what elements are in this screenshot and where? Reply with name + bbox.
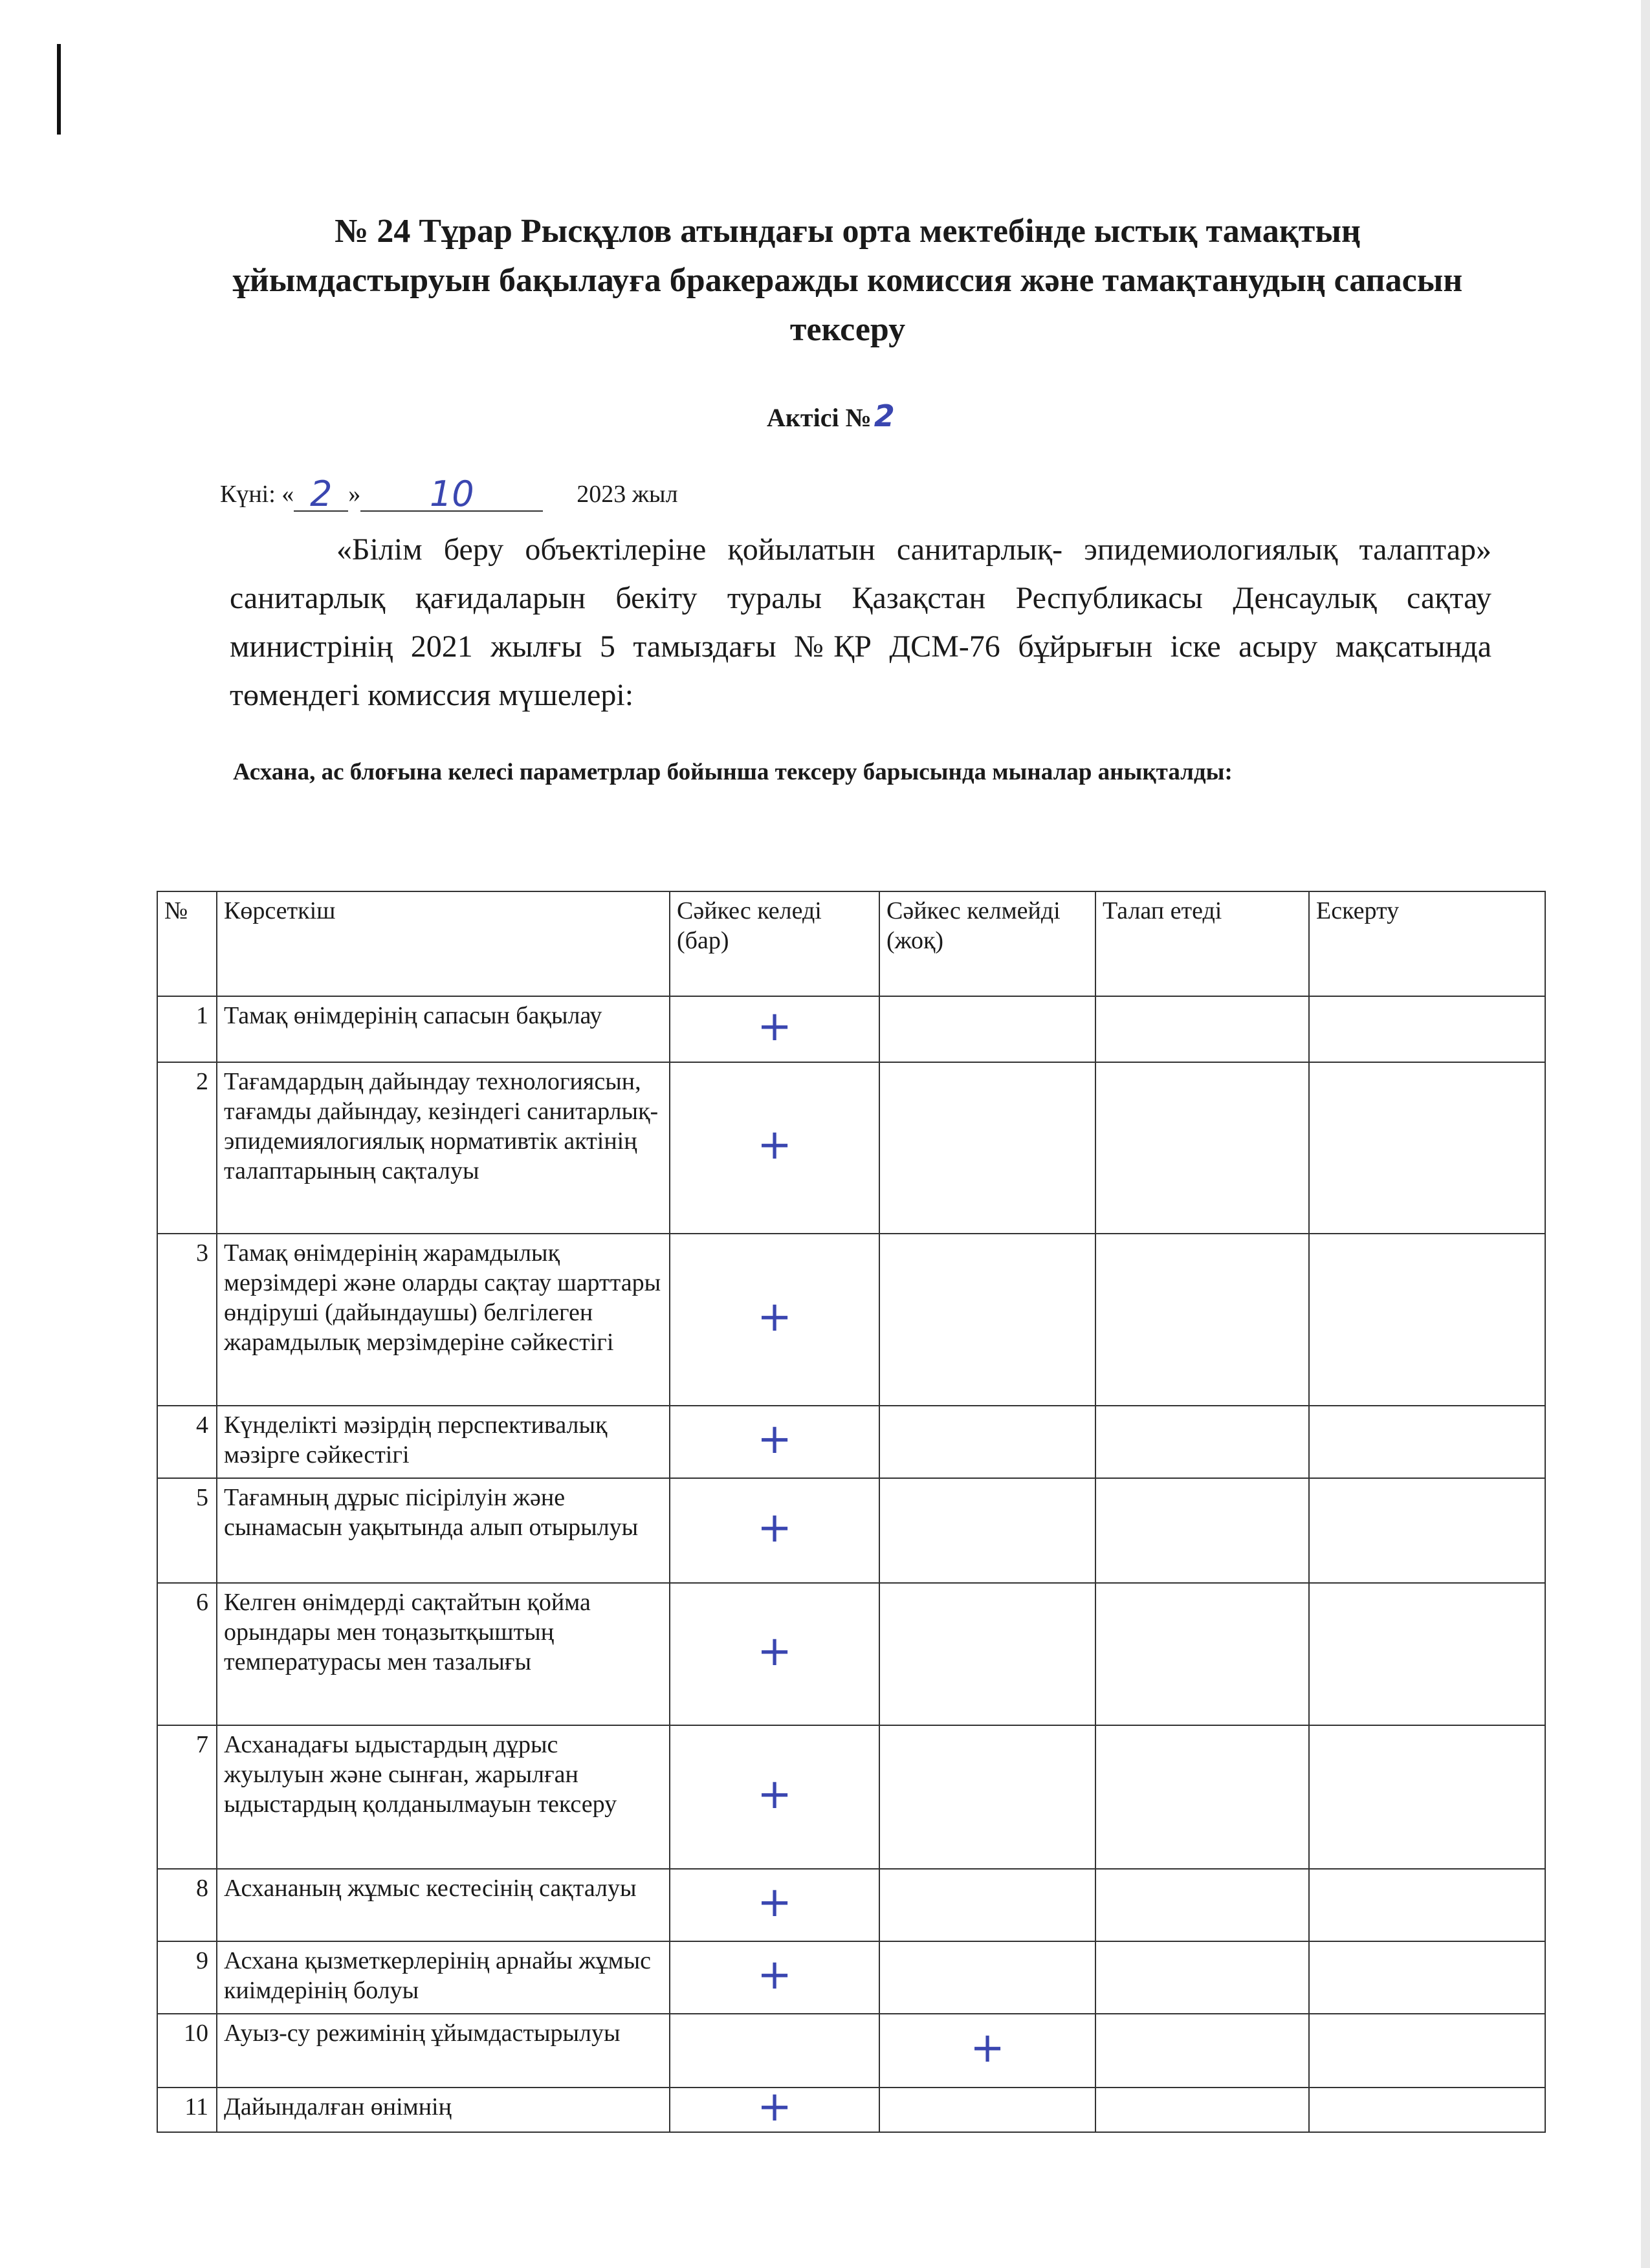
check-mark: +: [757, 1415, 792, 1463]
row-compliant: [670, 1941, 879, 2014]
check-mark: +: [757, 1770, 792, 1818]
row-indicator: Тамақ өнімдерінің жарамдылық мерзімдері және оларды сақтау шарттары өндіруші (дайындаушы) белгілеген жарамдылық мерзімдеріне сәйкестігі: [217, 1234, 670, 1406]
row-indicator: Ауыз-су режимінің ұйымдастырылуы: [217, 2014, 670, 2088]
row-required: [1095, 1725, 1309, 1869]
check-mark: +: [757, 1002, 792, 1051]
check-mark: +: [757, 1503, 792, 1552]
check-mark: +: [757, 1292, 792, 1341]
row-num: 7: [157, 1725, 217, 1869]
table-row: [157, 1941, 1545, 2014]
section-heading: Асхана, ас блоғына келесі параметрлар бойынша тексеру барысында мыналар анықталды:: [233, 759, 1233, 785]
row-required: [1095, 1941, 1309, 2014]
intro-paragraph: «Білім беру объектілеріне қойылатын санитарлық- эпидемиологиялық талаптар» санитарлық қағидаларын бекіту туралы Қазақстан Республикасы Денсаулық сақтау министрінің 2021 жылғы 5 тамыздағы №ҚР ДСМ-76 бұйрығын іске асыру мақсатында төмендегі комиссия мүшелері:: [230, 532, 1491, 712]
table-row: [157, 1869, 1545, 1941]
header-indicator: Көрсеткіш: [217, 891, 670, 996]
row-compliant: [670, 1478, 879, 1583]
row-indicator: Асханадағы ыдыстардың дұрыс жуылуын және сынған, жарылған ыдыстардың қолданылмауын тексеру: [217, 1725, 670, 1869]
row-num: 3: [157, 1234, 217, 1406]
date-day: 2: [310, 474, 333, 514]
row-num: 8: [157, 1869, 217, 1941]
row-indicator: Дайындалған өнімнің: [217, 2088, 670, 2132]
row-num: 2: [157, 1062, 217, 1234]
row-compliant: [670, 1062, 879, 1234]
row-noncompliant: [879, 2014, 1095, 2088]
row-compliant: [670, 1234, 879, 1406]
row-compliant: [670, 1406, 879, 1478]
row-indicator: Асхана қызметкерлерінің арнайы жұмыс киімдерінің болуы: [217, 1941, 670, 2014]
table-row: [157, 1583, 1545, 1725]
row-noncompliant: [879, 1234, 1095, 1406]
row-noncompliant: [879, 1869, 1095, 1941]
row-noncompliant: [879, 1941, 1095, 2014]
row-note: [1309, 1062, 1545, 1234]
act-number: 2: [874, 398, 895, 433]
row-noncompliant: [879, 1062, 1095, 1234]
check-mark: +: [757, 2083, 792, 2131]
table-row: [157, 1062, 1545, 1234]
date-separator: »: [348, 481, 361, 508]
row-noncompliant: [879, 2088, 1095, 2132]
table-row: [157, 1725, 1545, 1869]
row-compliant: [670, 1583, 879, 1725]
row-noncompliant: [879, 996, 1095, 1062]
check-mark: +: [757, 1878, 792, 1926]
row-indicator: Тамақ өнімдерінің сапасын бақылау: [217, 996, 670, 1062]
document-title: № 24 Тұрар Рысқұлов атындағы орта мектебінде ыстық тамақтың ұйымдастыруын бақылауға бракеражды комиссия және тамақтанудың сапасын тексеру: [232, 213, 1463, 348]
header-note: Ескерту: [1309, 891, 1545, 996]
row-required: [1095, 1869, 1309, 1941]
row-num: 5: [157, 1478, 217, 1583]
row-note: [1309, 1941, 1545, 2014]
row-num: 1: [157, 996, 217, 1062]
row-note: [1309, 1478, 1545, 1583]
row-num: 10: [157, 2014, 217, 2088]
row-required: [1095, 1478, 1309, 1583]
row-noncompliant: [879, 1406, 1095, 1478]
row-compliant: [670, 1869, 879, 1941]
row-required: [1095, 1234, 1309, 1406]
row-note: [1309, 1725, 1545, 1869]
header-compliant: Сәйкес келеді (бар): [670, 891, 879, 996]
row-indicator: Тағамның дұрыс пісірілуін және сынамасын уақытында алып отырылуы: [217, 1478, 670, 1583]
row-indicator: Келген өнімдерді сақтайтын қойма орындары мен тоңазытқыштың температурасы мен тазалығы: [217, 1583, 670, 1725]
date-year: 2023 жыл: [577, 481, 678, 508]
table-row: [157, 1478, 1545, 1583]
scan-page-edge: [1641, 0, 1650, 2268]
row-note: [1309, 1583, 1545, 1725]
table-header-row: [157, 891, 1545, 996]
table-row: [157, 2088, 1545, 2132]
header-num: №: [157, 891, 217, 996]
row-note: [1309, 1869, 1545, 1941]
check-mark: +: [757, 1121, 792, 1169]
row-noncompliant: [879, 1725, 1095, 1869]
table-row: [157, 996, 1545, 1062]
row-indicator: Тағамдардың дайындау технологиясын, тағамды дайындау, кезіндегі санитарлық-эпидемиялогиялық нормативтік актінің талаптарының сақталуы: [217, 1062, 670, 1234]
row-note: [1309, 2014, 1545, 2088]
header-noncompliant: Сәйкес келмейді (жоқ): [879, 891, 1095, 996]
row-required: [1095, 2014, 1309, 2088]
act-label: Актісі №: [767, 403, 872, 432]
row-required: [1095, 1583, 1309, 1725]
date-month: 10: [429, 474, 474, 514]
row-num: 11: [157, 2088, 217, 2132]
header-required: Талап етеді: [1095, 891, 1309, 996]
check-mark: +: [970, 2023, 1005, 2072]
row-compliant: [670, 2083, 879, 2132]
row-compliant: [670, 996, 879, 1062]
row-required: [1095, 996, 1309, 1062]
table-row: [157, 2014, 1545, 2088]
row-compliant: [670, 2014, 879, 2088]
check-mark: +: [757, 1950, 792, 1999]
row-required: [1095, 2088, 1309, 2132]
row-noncompliant: [879, 1478, 1095, 1583]
row-note: [1309, 2088, 1545, 2132]
date-label: Күні: «: [220, 481, 294, 508]
row-indicator: Асхананың жұмыс кестесінің сақталуы: [217, 1869, 670, 1941]
row-required: [1095, 1406, 1309, 1478]
date-month-field: [360, 470, 543, 512]
row-noncompliant: [879, 1583, 1095, 1725]
date-day-field: [294, 470, 348, 512]
row-num: 9: [157, 1941, 217, 2014]
row-num: 6: [157, 1583, 217, 1725]
scan-margin-mark: [57, 44, 61, 135]
row-compliant: [670, 1725, 879, 1869]
row-num: 4: [157, 1406, 217, 1478]
row-note: [1309, 1406, 1545, 1478]
row-required: [1095, 1062, 1309, 1234]
inspection-table: [157, 891, 1546, 2133]
row-note: [1309, 1234, 1545, 1406]
table-row: [157, 1234, 1545, 1406]
check-mark: +: [757, 1627, 792, 1675]
act-heading: [767, 398, 895, 433]
table-row: [157, 1406, 1545, 1478]
date-line: [220, 470, 678, 512]
row-indicator: Күнделікті мәзірдің перспективалық мәзірге сәйкестігі: [217, 1406, 670, 1478]
row-note: [1309, 996, 1545, 1062]
